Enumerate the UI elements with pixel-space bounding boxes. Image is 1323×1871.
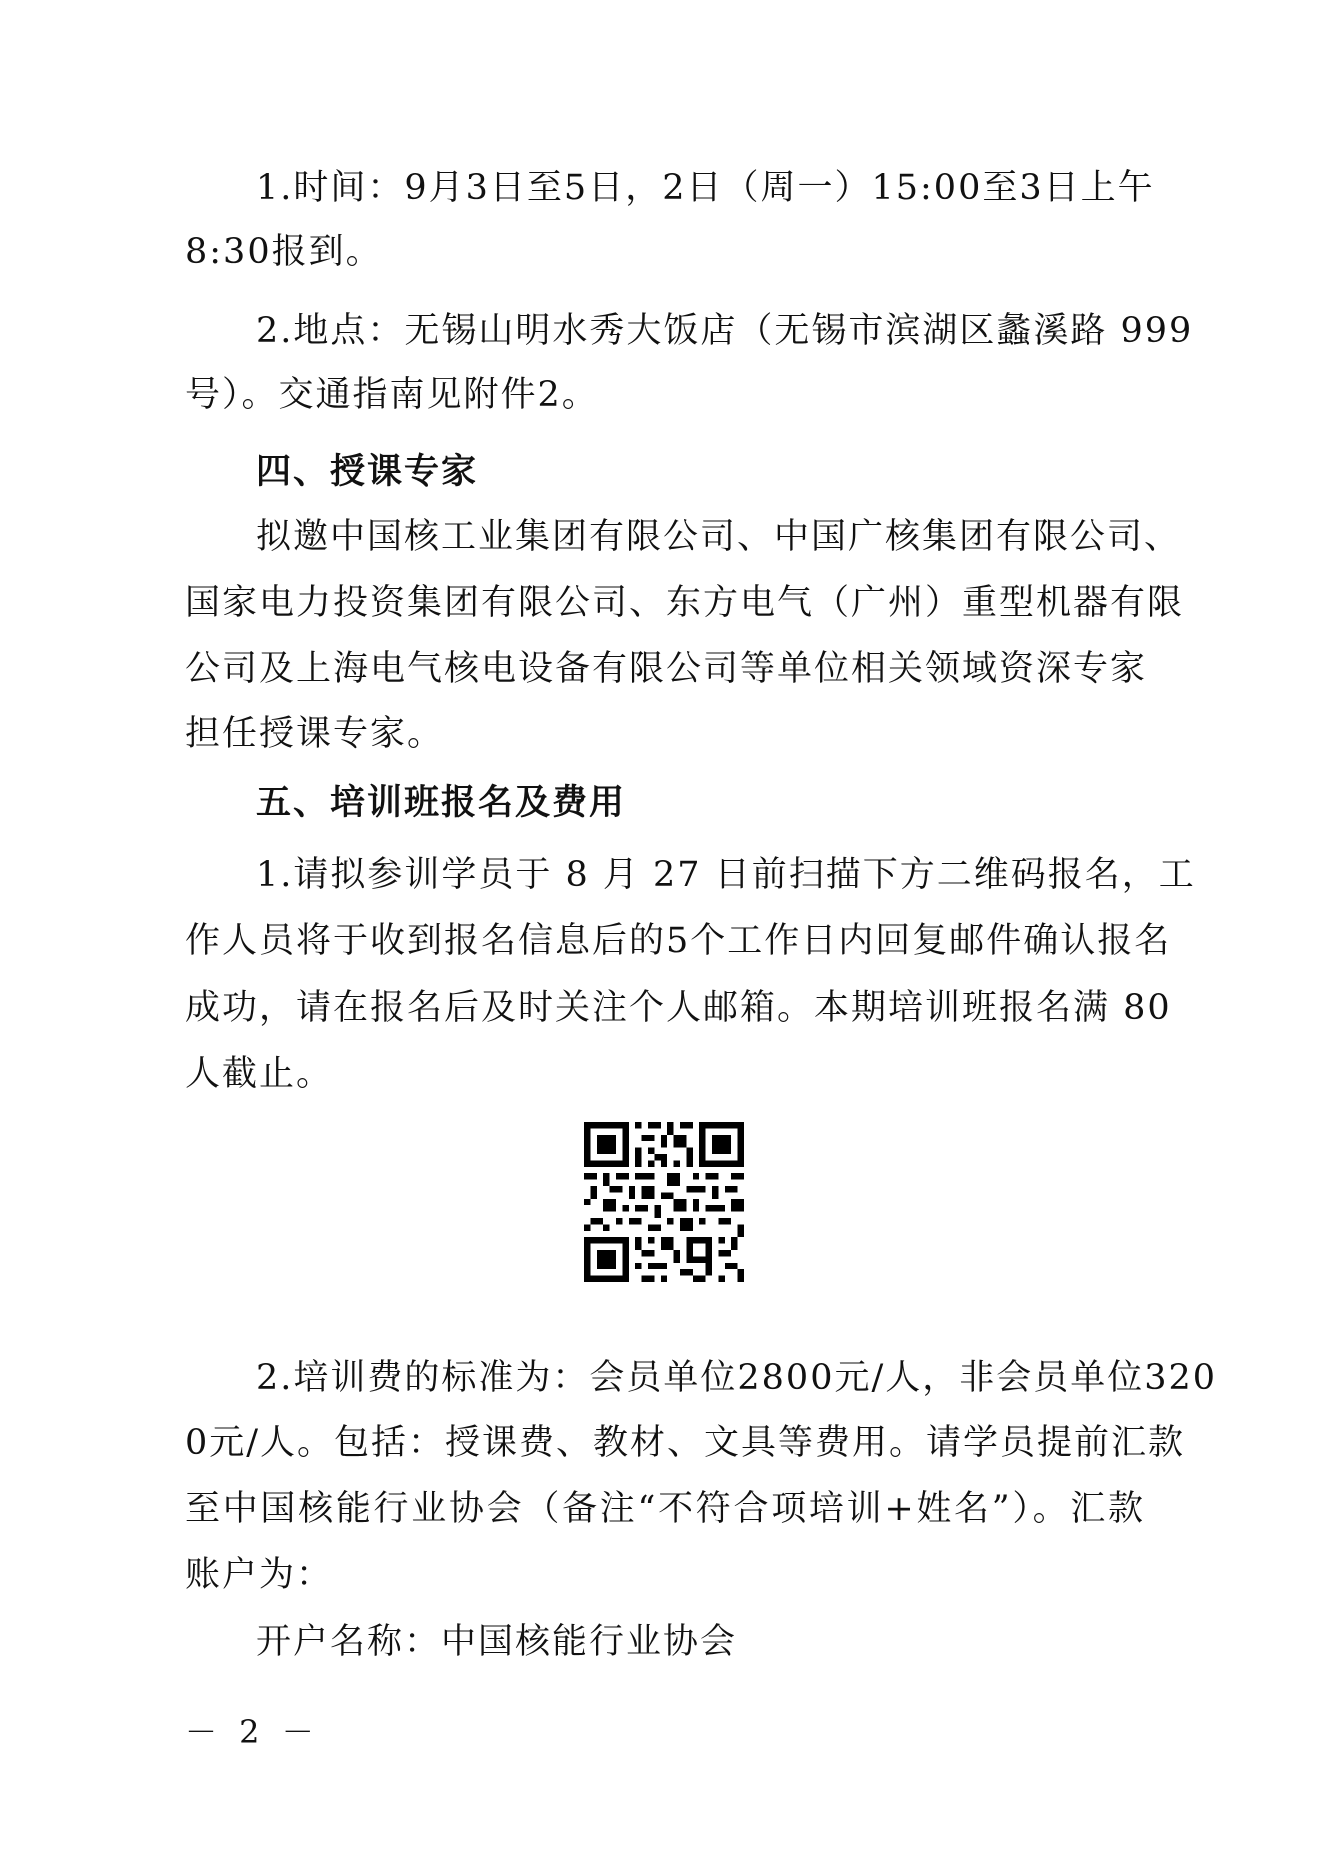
section5-item2-line3: 至中国核能行业协会（备注“不符合项培训+姓名”）。汇款 <box>185 1489 1145 1529</box>
section3-item2-line1: 2.地点：无锡山明水秀大饭店（无锡市滨湖区蠡溪路 999 <box>256 311 1194 351</box>
section3-item2-line2: 号）。交通指南见附件2。 <box>185 375 599 415</box>
qr-code-icon[interactable] <box>584 1122 744 1282</box>
section4-para-line3: 公司及上海电气核电设备有限公司等单位相关领域资深专家 <box>185 649 1148 689</box>
page-number: － 2 － <box>185 1713 320 1751</box>
section5-item1-line3: 成功，请在报名后及时关注个人邮箱。本期培训班报名满 80 <box>185 988 1172 1028</box>
section4-para-line2: 国家电力投资集团有限公司、东方电气（广州）重型机器有限 <box>185 583 1185 623</box>
section4-heading: 四、授课专家 <box>256 452 479 492</box>
section4-para-line1: 拟邀中国核工业集团有限公司、中国广核集团有限公司、 <box>256 517 1182 557</box>
section3-item1-line2: 8:30报到。 <box>185 232 383 272</box>
section5-item1-line1: 1.请拟参训学员于 8 月 27 日前扫描下方二维码报名，工 <box>256 855 1196 895</box>
section3-item1-line1: 1.时间：9月3日至5日，2日（周一）15:00至3日上午 <box>256 168 1155 208</box>
section5-heading: 五、培训班报名及费用 <box>256 783 627 823</box>
section5-item1-line2: 作人员将于收到报名信息后的5个工作日内回复邮件确认报名 <box>185 921 1172 961</box>
section5-item2-line4: 账户为： <box>185 1555 334 1595</box>
section5-item2-line1: 2.培训费的标准为：会员单位2800元/人，非会员单位320 <box>256 1358 1218 1398</box>
section5-item2-line2: 0元/人。包括：授课费、教材、文具等费用。请学员提前汇款 <box>185 1423 1186 1463</box>
section4-para-line4: 担任授课专家。 <box>185 714 445 754</box>
section5-item1-line4: 人截止。 <box>185 1054 334 1094</box>
account-name-line: 开户名称：中国核能行业协会 <box>256 1622 738 1662</box>
